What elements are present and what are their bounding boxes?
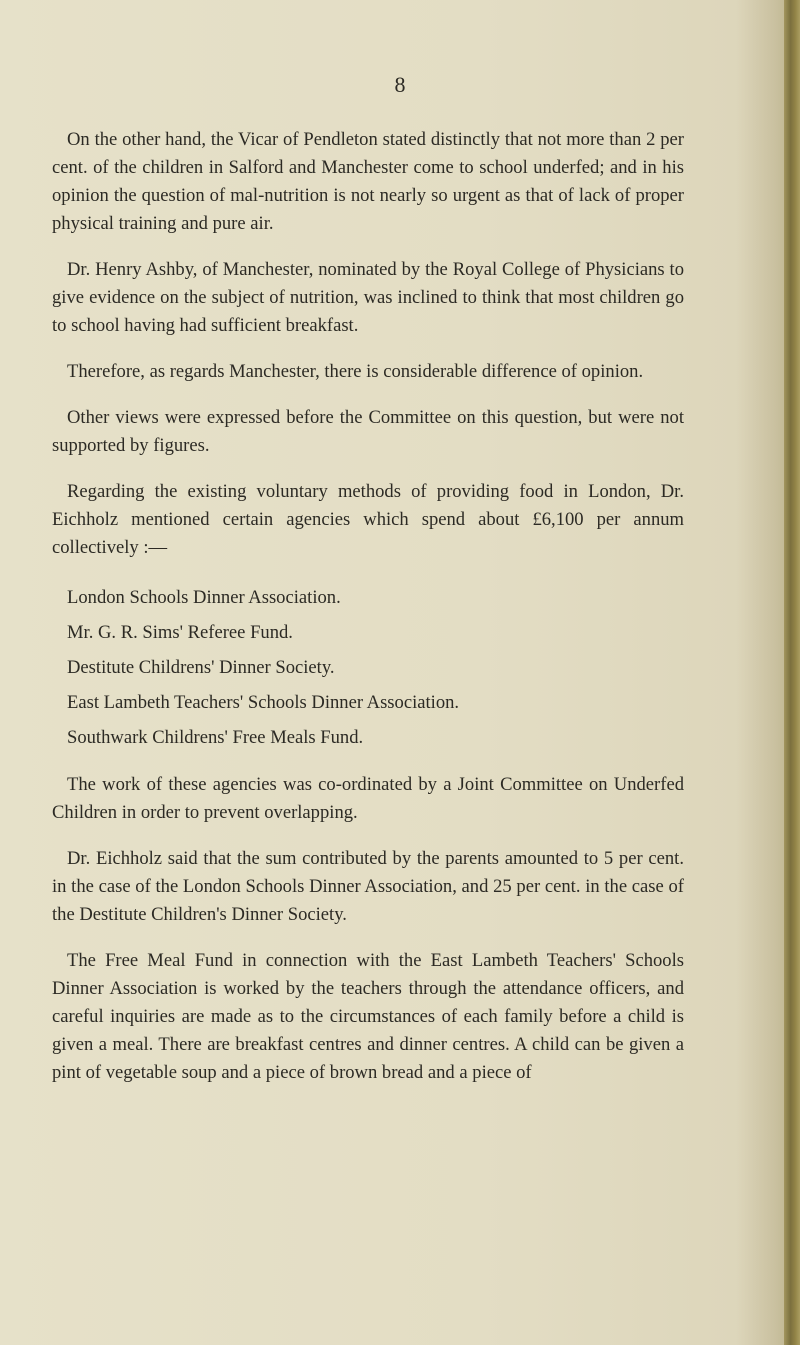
agency-item: Destitute Childrens' Dinner Society. — [67, 657, 335, 678]
paragraph-manchester-opinion: Therefore, as regards Manchester, there is considerable difference of opinion. — [67, 361, 644, 382]
paragraph-free-meal-fund: The Free Meal Fund in connection with the East Lambeth Teachers' Schools Dinner Association is worked by the teachers through the attendance officers, and careful inquiries are made as to the circumstances of each family before a child is given a meal. There are breakfast centres and dinner centres. A child can be given a pint of vegetable soup and a piece of brown bread and a piece of — [52, 950, 684, 1083]
agency-item: East Lambeth Teachers' Schools Dinner Association. — [67, 692, 460, 713]
paragraph-parents-contribution: Dr. Eichholz said that the sum contributed by the parents amounted to 5 per cent. in the case of the London Schools Dinner Association, and 25 per cent. in the case of the Destitute Children's Dinner Society. — [52, 848, 684, 925]
agency-item: Southwark Childrens' Free Meals Fund. — [67, 727, 364, 748]
paragraph-joint-committee: The work of these agencies was co-ordinated by a Joint Committee on Underfed Children in order to prevent overlapping. — [52, 774, 684, 823]
page-number: 8 — [394, 72, 406, 97]
agency-item: London Schools Dinner Association. — [67, 587, 341, 608]
page-edge — [784, 0, 800, 1345]
paragraph-dr-henry-ashby: Dr. Henry Ashby, of Manchester, nominated by the Royal College of Physicians to give evidence on the subject of nutrition, was inclined to think that most children go to school having had sufficient breakfast. — [52, 259, 684, 336]
paragraph-vicar-of-pendleton: On the other hand, the Vicar of Pendleton stated distinctly that not more than 2 per cent. of the children in Salford and Manchester come to school underfed; and in his opinion the question of mal-nutrition is not nearly so urgent as that of lack of proper physical training and pure air. — [52, 129, 684, 234]
agency-list — [52, 580, 684, 755]
page-body — [52, 126, 684, 1105]
agency-item: Mr. G. R. Sims' Referee Fund. — [67, 622, 293, 643]
paragraph-other-views: Other views were expressed before the Committee on this question, but were not supported by figures. — [52, 407, 684, 456]
paragraph-voluntary-methods: Regarding the existing voluntary methods of providing food in London, Dr. Eichholz mentioned certain agencies which spend about £6,100 per annum collectively :— — [52, 481, 684, 558]
